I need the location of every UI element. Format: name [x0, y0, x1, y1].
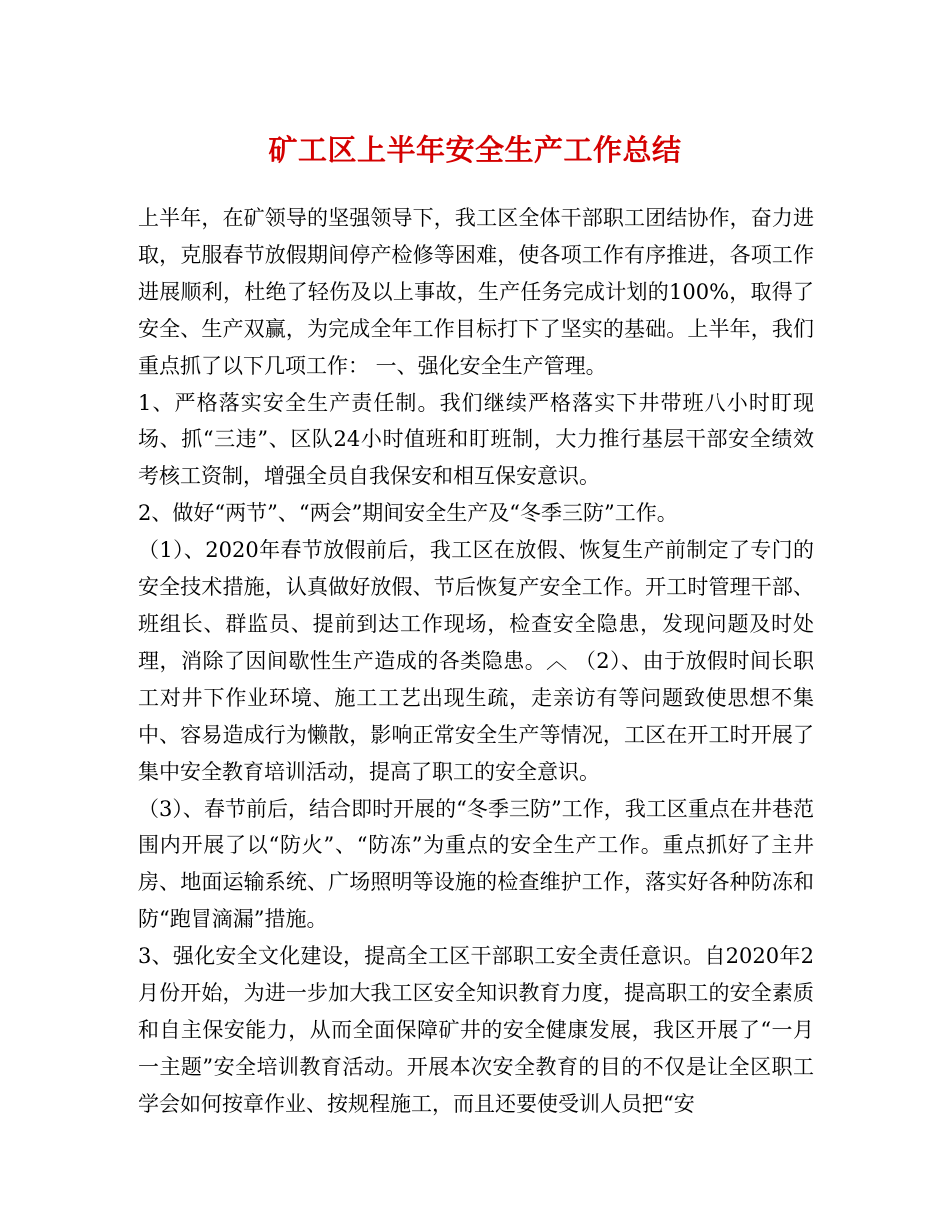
paragraph-safety-culture: 3、强化安全文化建设，提高全工区干部职工安全责任意识。自2020年2月份开始，为进一步加大我工区安全知识教育力度，提高职工的安全素质和自主保安能力，从而全面保障矿井的安全健康发展，我区开展了“一月一主题”安全培训教育活动。开展本次安全教育的目的不仅是让全区职工学会如何按章作业、按规程施工，而且还要使受训人员把“安 — [138, 944, 814, 1116]
document-title: 矿工区上半年安全生产工作总结 — [268, 133, 682, 167]
paragraph-intro: 上半年，在矿领导的坚强领导下，我工区全体干部职工团结协作，奋力进取，克服春节放假期间停产检修等困难，使各项工作有序推进，各项工作进展顺利，杜绝了轻伤及以上事故，生产任务完成计划的100%，取得了安全、生产双赢，为完成全年工作目标打下了坚实的基础。上半年，我们重点抓了以下几项工作： 一、强化安全生产管理。 — [138, 206, 814, 378]
paragraph-holiday-safety: 2、做好“两节”、“两会”期间安全生产及“冬季三防”工作。 — [138, 501, 678, 526]
document-body — [138, 200, 814, 1123]
paragraph-responsibility: 1、严格落实安全生产责任制。我们继续严格落实下井带班八小时盯现场、抓“三违”、区队24小时值班和盯班制，大力推行基层干部安全绩效考核工资制，增强全员自我保安和相互保安意识。 — [138, 390, 814, 489]
paragraph-winter-prevention: （3）、春节前后，结合即时开展的“冬季三防”工作，我工区重点在井巷范围内开展了以“防火”、“防冻”为重点的安全生产工作。重点抓好了主井房、地面运输系统、广场照明等设施的检查维护工作，落实好各种防冻和防“跑冒滴漏”措施。 — [138, 796, 814, 932]
paragraph-spring-festival: （1）、2020年春节放假前后，我工区在放假、恢复生产前制定了专门的安全技术措施，认真做好放假、节后恢复产安全工作。开工时管理干部、班组长、群监员、提前到达工作现场，检查安全隐患，发现问题及时处理，消除了因间歇性生产造成的各类隐患。︿ （2）、由于放假时间长职工对井下作业环境、施工工艺出现生疏，走亲访有等问题致使思想不集中、容易造成行为懒散，影响正常安全生产等情况，工区在开工时开展了集中安全教育培训活动，提高了职工的安全意识。 — [138, 538, 814, 784]
